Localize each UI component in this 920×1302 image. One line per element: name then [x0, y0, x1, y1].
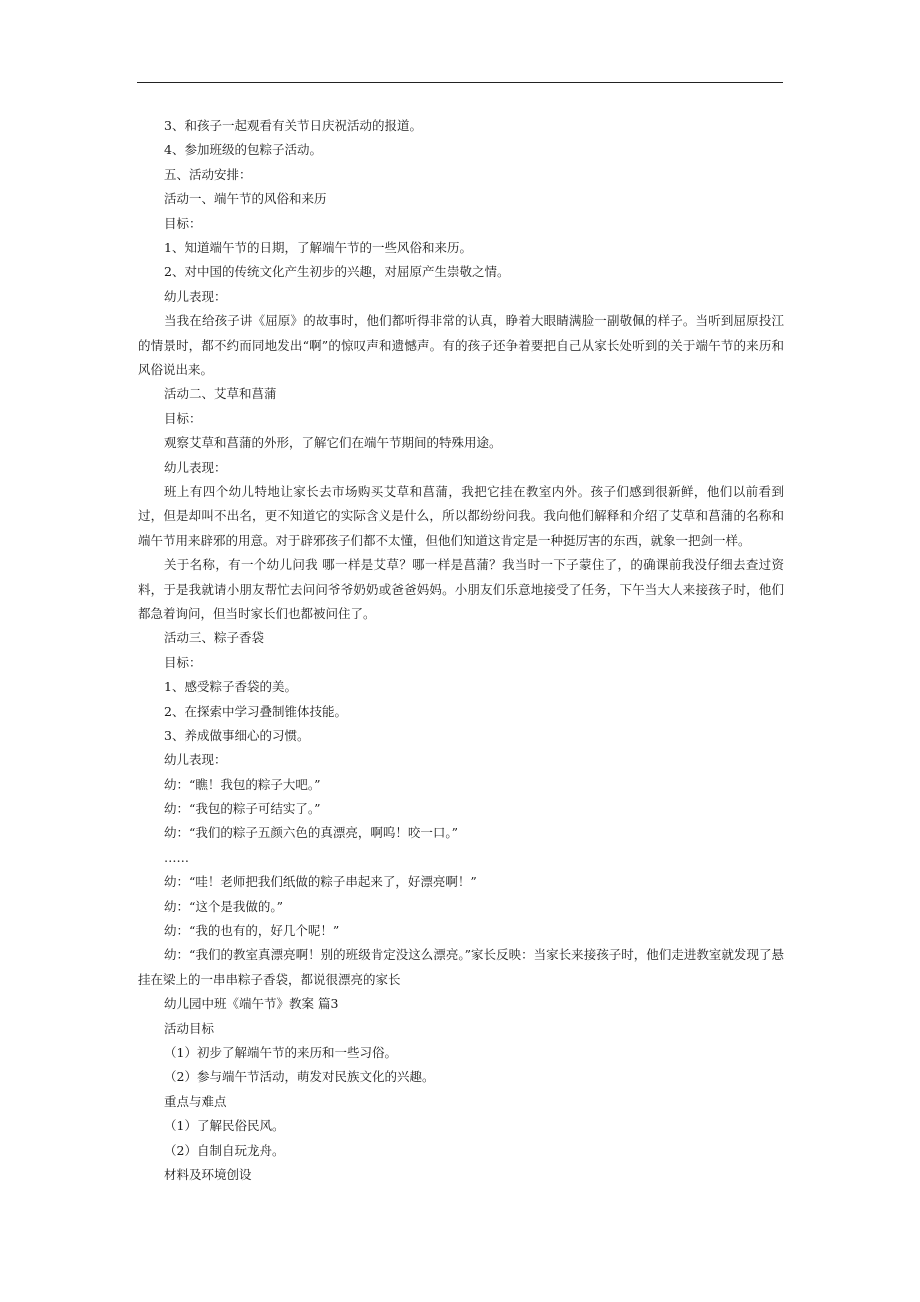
activity-heading: 活动一、端午节的风俗和来历: [164, 191, 327, 207]
subheading: 材料及环境创设: [164, 1166, 252, 1182]
activity-heading: 活动三、粽子香袋: [164, 630, 265, 646]
lesson-title: 幼儿园中班《端午节》教案 篇3: [164, 996, 339, 1012]
text-line: 1、知道端午节的日期，了解端午节的一些风俗和来历。: [164, 239, 472, 255]
text-line: 目标：: [164, 410, 202, 426]
subheading: 活动目标: [164, 1020, 215, 1036]
dialogue-line: 幼：“我们的粽子五颜六色的真漂亮，啊呜！咬一口。”: [164, 825, 459, 841]
text-line: 幼儿表现：: [164, 752, 227, 768]
header-rule: [137, 82, 783, 83]
dialogue-line: 幼：“我的也有的，好几个呢！”: [164, 923, 340, 939]
text-line: 3、和孩子一起观看有关节日庆祝活动的报道。: [164, 118, 422, 133]
text-line: （2）自制自玩龙舟。: [164, 1142, 285, 1158]
dialogue-line: 幼：“哇！老师把我们纸做的粽子串起来了，好漂亮啊！”: [164, 874, 477, 890]
paragraph: 关于名称，有一个幼儿问我 哪一样是艾草？哪一样是菖蒲？我当时一下子蒙住了，的确课前我没仔细去查过资料，于是我就请小朋友帮忙去问问爷爷奶奶或爸爸妈妈。小朋友们乐意地接受了任务，下午当大人来接孩子时，他们都急着询问，但当时家长们也都被问住了。: [138, 557, 784, 621]
text-line: （1）初步了解端午节的来历和一些习俗。: [164, 1045, 397, 1061]
document-body: [138, 114, 784, 1187]
text-line: 2、对中国的传统文化产生初步的兴趣，对屈原产生崇敬之情。: [164, 264, 510, 280]
text-line: 2、在探索中学习叠制锥体技能。: [164, 703, 347, 719]
section-heading: 五、活动安排：: [164, 166, 252, 182]
text-line: 3、养成做事细心的习惯。: [164, 727, 310, 743]
text-line: （1）了解民俗民风。: [164, 1118, 285, 1134]
dialogue-line: 幼：“这个是我做的。”: [164, 898, 284, 914]
text-line: 幼儿表现：: [164, 459, 227, 475]
text-line: 目标：: [164, 215, 202, 231]
text-line: 目标：: [164, 654, 202, 670]
subheading: 重点与难点: [164, 1093, 227, 1109]
text-line: （2）参与端午节活动，萌发对民族文化的兴趣。: [164, 1069, 435, 1085]
text-line: 1、感受粽子香袋的美。: [164, 679, 297, 695]
text-line: 观察艾草和菖蒲的外形，了解它们在端午节期间的特殊用途。: [164, 435, 502, 451]
dialogue-line: 幼：“瞧！我包的粽子大吧。”: [164, 776, 321, 792]
text-line: 幼儿表现：: [164, 288, 227, 304]
ellipsis-line: ……: [164, 849, 189, 865]
paragraph: 幼：“我们的教室真漂亮啊！别的班级肯定没这么漂亮。”家长反映：当家长来接孩子时，他们走进教室就发现了悬挂在梁上的一串串粽子香袋，都说很漂亮的家长: [138, 947, 784, 987]
paragraph: 当我在给孩子讲《屈原》的故事时，他们都听得非常的认真，睁着大眼睛满脸一副敬佩的样子。当听到屈原投江的情景时，都不约而同地发出“啊”的惊叹声和遗憾声。有的孩子还争着要把自己从家长处听到的关于端午节的来历和风俗说出来。: [138, 313, 784, 377]
dialogue-line: 幼：“我包的粽子可结实了。”: [164, 801, 321, 817]
paragraph: 班上有四个幼儿特地让家长去市场购买艾草和菖蒲，我把它挂在教室内外。孩子们感到很新鲜，他们以前看到过，但是却叫不出名，更不知道它的实际含义是什么，所以都纷纷问我。我向他们解释和介绍了艾草和菖蒲的名称和端午节用来辟邪的用意。对于辟邪孩子们都不太懂，但他们知道这肯定是一种挺厉害的东西，就象一把剑一样。: [138, 483, 784, 548]
activity-heading: 活动二、艾草和菖蒲: [164, 386, 277, 402]
text-line: 4、参加班级的包粽子活动。: [164, 142, 322, 158]
